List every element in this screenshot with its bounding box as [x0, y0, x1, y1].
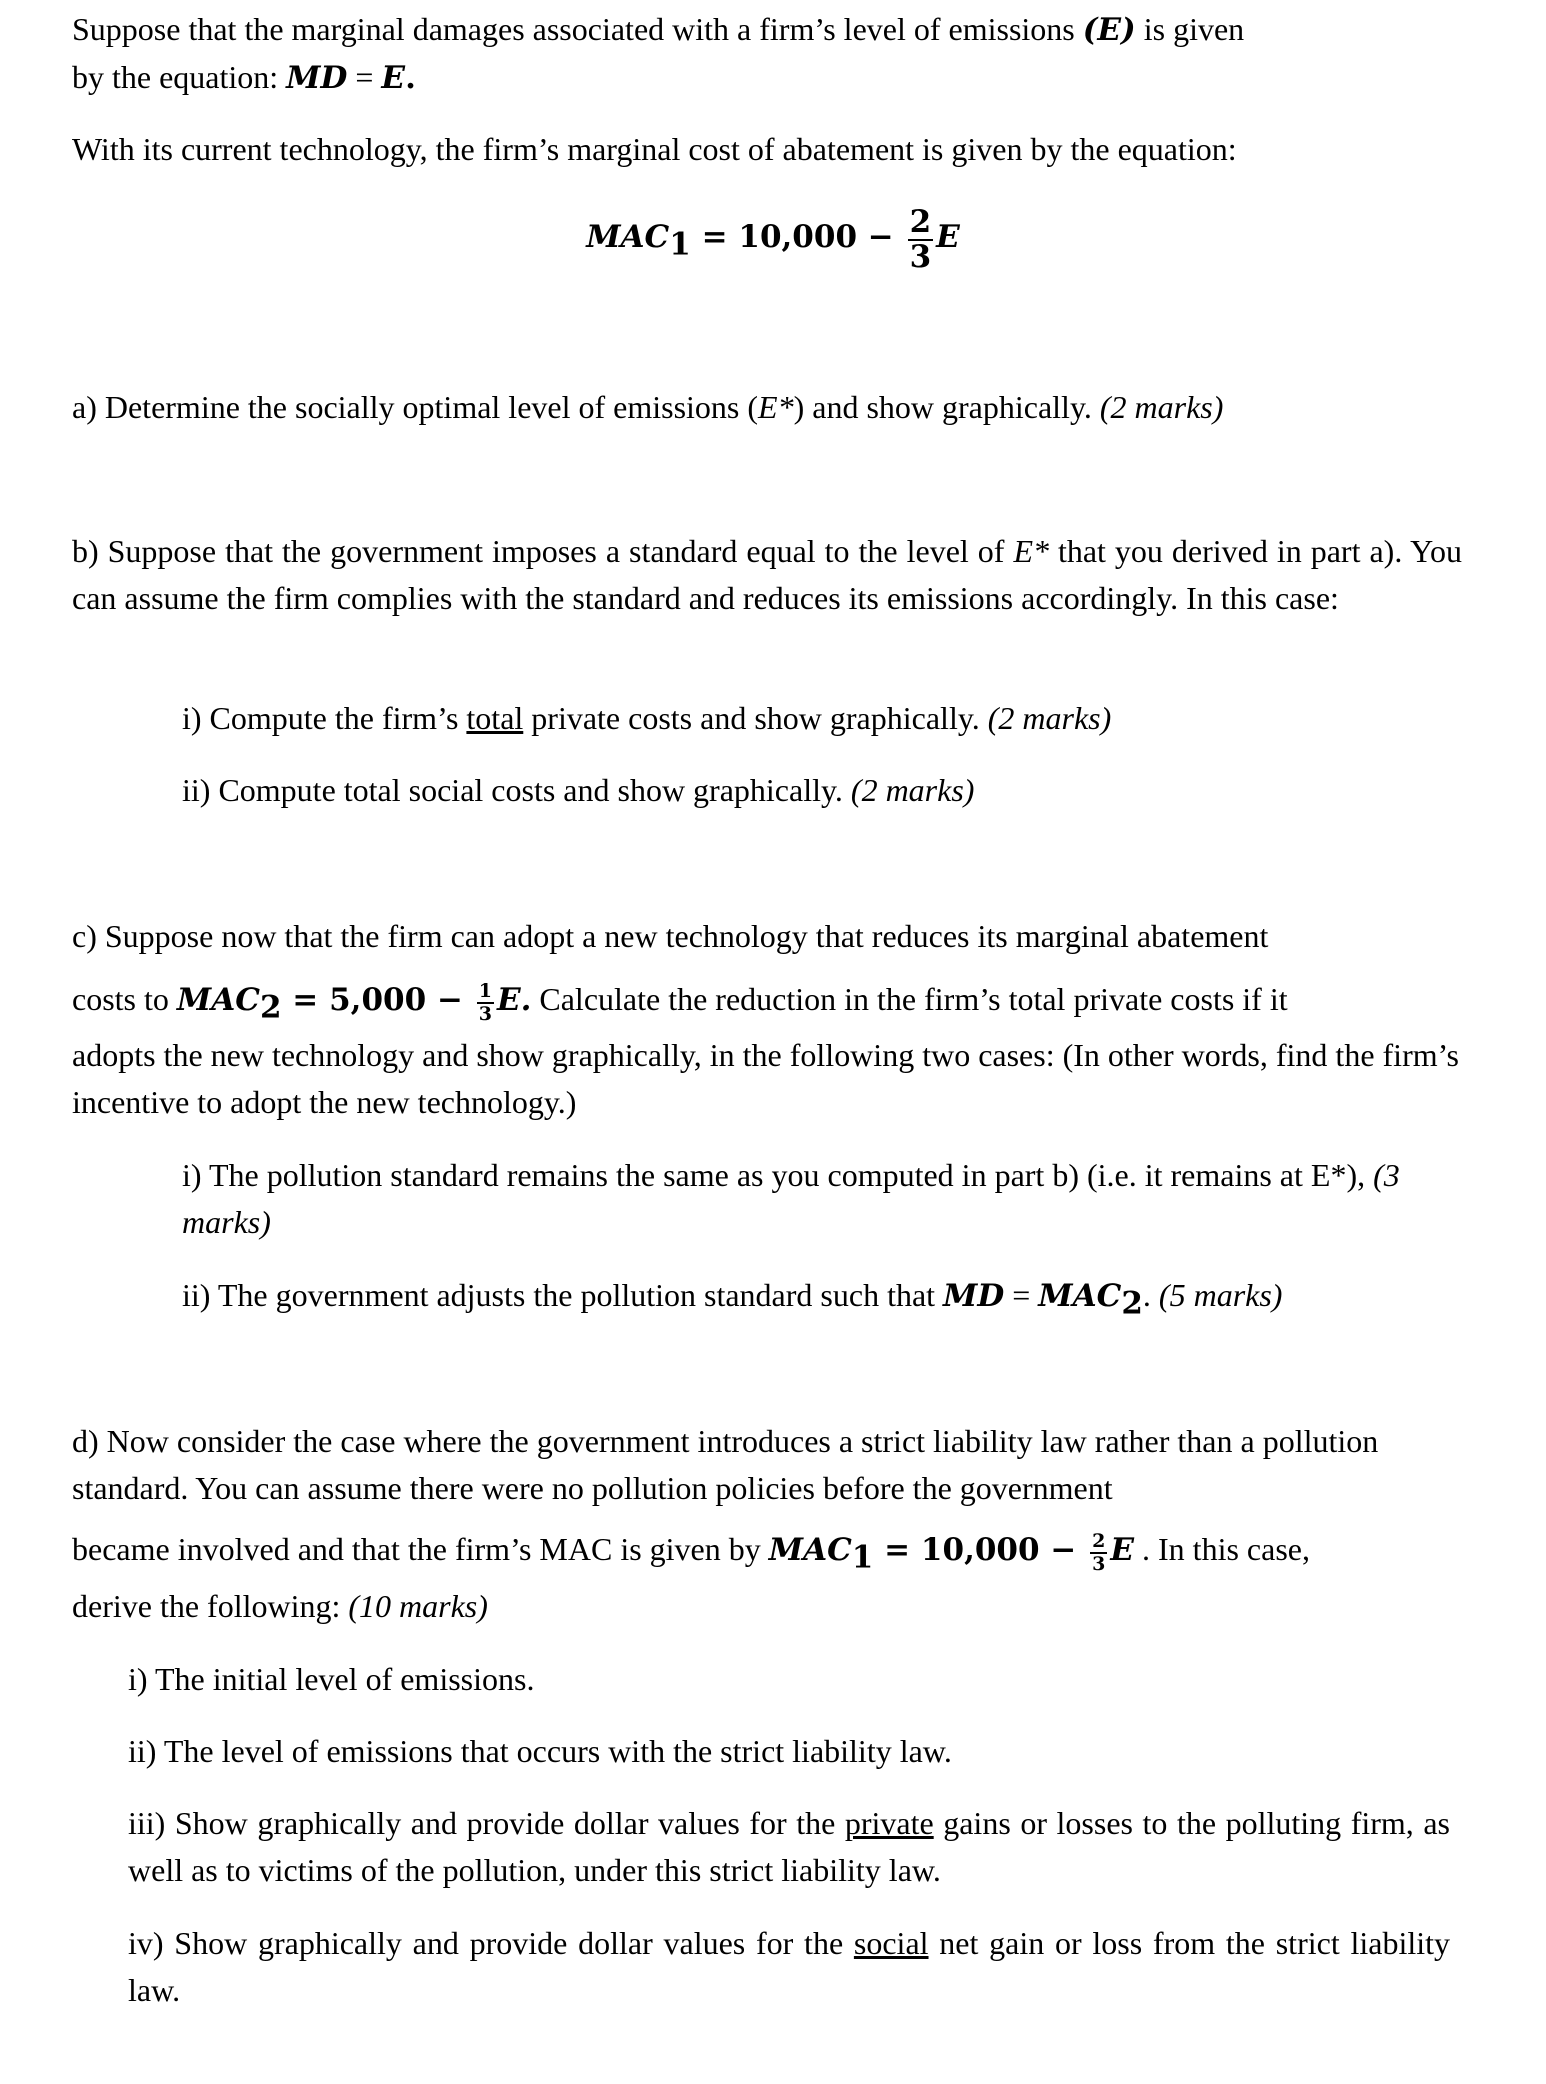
part-c-i-text: i) The pollution standard remains the same as you computed in part b) (i.e. it remains at E*),	[182, 1157, 1374, 1193]
part-c-ii-text: ii) The government adjusts the pollution standard such that	[182, 1277, 944, 1313]
md-rhs: E	[381, 60, 406, 96]
marks-label: (10 marks)	[348, 1588, 488, 1624]
part-b-i	[182, 695, 1452, 742]
equation-variable: E.	[496, 982, 532, 1018]
intro-line-1	[72, 6, 1462, 54]
marks-label: (2 marks)	[987, 700, 1112, 736]
part-c-line-1: c) Suppose now that the firm can adopt a new technology that reduces its marginal abatement	[72, 918, 1269, 954]
underlined-word: private	[844, 1805, 934, 1841]
intro-text: is given	[1135, 11, 1245, 47]
part-d-iv	[128, 1920, 1450, 2014]
fraction	[908, 203, 934, 275]
part-c-line-3: adopts the new technology and show graphically, in the following two cases: (In other words, find the firm’s incentive to adopt the new technology.)	[72, 1037, 1459, 1120]
mac2-symbol: MAC	[1038, 1278, 1122, 1314]
fraction-numerator: 2	[909, 203, 932, 240]
part-c-text: costs to	[72, 981, 177, 1017]
mac2-subscript: 2	[1121, 1285, 1143, 1322]
part-b-question	[72, 528, 1462, 622]
part-d-line-1: d) Now consider the case where the government introduces a strict liability law rather than a pollution standard. You can assume there were no pollution policies before the government	[72, 1423, 1379, 1506]
mac-subscript: 1	[851, 1539, 874, 1576]
equation-constant: = 10,000 −	[873, 1532, 1088, 1568]
part-d-text: derive the following:	[72, 1588, 349, 1624]
fraction-denominator: 3	[478, 1002, 492, 1025]
part-a-text: ) and show graphically.	[793, 389, 1100, 425]
part-a-text: a) Determine the socially optimal level of emissions (	[72, 389, 759, 425]
part-b-i-text: private costs and show graphically.	[523, 700, 988, 736]
mac-subscript: 1	[669, 226, 691, 263]
part-d-iii-text: gains or losses to the polluting firm, as well as to victims of the pollution, under this strict liability law.	[128, 1805, 1451, 1888]
marks-label: (2 marks)	[1099, 389, 1224, 425]
equation-constant: = 10,000 −	[690, 219, 905, 255]
part-b-i-text: i) Compute the firm’s	[182, 700, 467, 736]
fraction-denominator: 3	[1092, 1552, 1106, 1575]
part-d-i: i) The initial level of emissions.	[128, 1661, 535, 1697]
marks-label: (2 marks)	[850, 772, 975, 808]
fraction	[477, 979, 494, 1025]
mac2-symbol: MAC	[176, 982, 260, 1018]
part-c-text: Calculate the reduction in the firm’s total private costs if it	[531, 981, 1288, 1017]
fraction-denominator: 3	[909, 238, 932, 275]
marks-label: (3 marks)	[182, 1157, 1400, 1240]
mac1-equation	[0, 196, 1546, 277]
intro-text: by the equation:	[72, 59, 287, 95]
intro-line-3: With its current technology, the firm’s marginal cost of abatement is given by the equation:	[72, 131, 1237, 167]
part-b-ii-text: ii) Compute total social costs and show graphically.	[182, 772, 851, 808]
estar-symbol: E*	[758, 389, 794, 425]
fraction-numerator: 1	[478, 979, 492, 1002]
mac-symbol: MAC	[586, 219, 670, 255]
part-d-ii: ii) The level of emissions that occurs with the strict liability law.	[128, 1733, 952, 1769]
part-d-line-4	[72, 1583, 1462, 1630]
mac2-subscript: 2	[259, 989, 282, 1026]
part-d-iv-text: iv) Show graphically and provide dollar values for the	[128, 1925, 854, 1961]
part-a-question	[72, 384, 1462, 431]
md-symbol: MD	[286, 60, 348, 96]
part-b-text: that you derived in part a). You can assume the firm complies with the standard and reduces its emissions accordingly. In this case:	[72, 533, 1463, 616]
period: .	[405, 60, 416, 96]
md-symbol: MD	[943, 1278, 1005, 1314]
equals-sign: =	[347, 59, 382, 95]
part-d-text: . In this case,	[1134, 1531, 1310, 1567]
part-c-line-2	[72, 970, 1462, 1029]
part-d-iii-text: iii) Show graphically and provide dollar values for the	[128, 1805, 845, 1841]
equals-sign: =	[1004, 1277, 1039, 1313]
period: .	[1142, 1277, 1159, 1313]
mac-symbol: MAC	[768, 1532, 852, 1568]
underlined-word: total	[466, 700, 524, 736]
part-b-text: b) Suppose that the government imposes a standard equal to the level of	[72, 533, 1014, 569]
part-b-ii	[182, 767, 1452, 814]
fraction-numerator: 2	[1092, 1529, 1106, 1552]
equation-constant: = 5,000 −	[281, 982, 474, 1018]
intro-line-2	[72, 54, 1462, 102]
estar-symbol: E*	[1013, 533, 1049, 569]
marks-label: (5 marks)	[1158, 1277, 1283, 1313]
emissions-symbol: (E)	[1082, 12, 1136, 48]
equation-variable: E	[936, 219, 960, 255]
part-c-ii	[182, 1272, 1452, 1320]
part-d-line-3	[72, 1520, 1462, 1579]
fraction	[1090, 1529, 1107, 1575]
part-d-iv-text: net gain or loss from the strict liability law.	[128, 1925, 1450, 2008]
underlined-word: social	[853, 1925, 929, 1961]
part-c-i	[182, 1152, 1452, 1246]
intro-text: Suppose that the marginal damages associated with a firm’s level of emissions	[72, 11, 1083, 47]
equation-variable: E	[1110, 1532, 1135, 1568]
part-d-iii	[128, 1800, 1450, 1894]
part-d-text: became involved and that the firm’s MAC is given by	[72, 1531, 769, 1567]
